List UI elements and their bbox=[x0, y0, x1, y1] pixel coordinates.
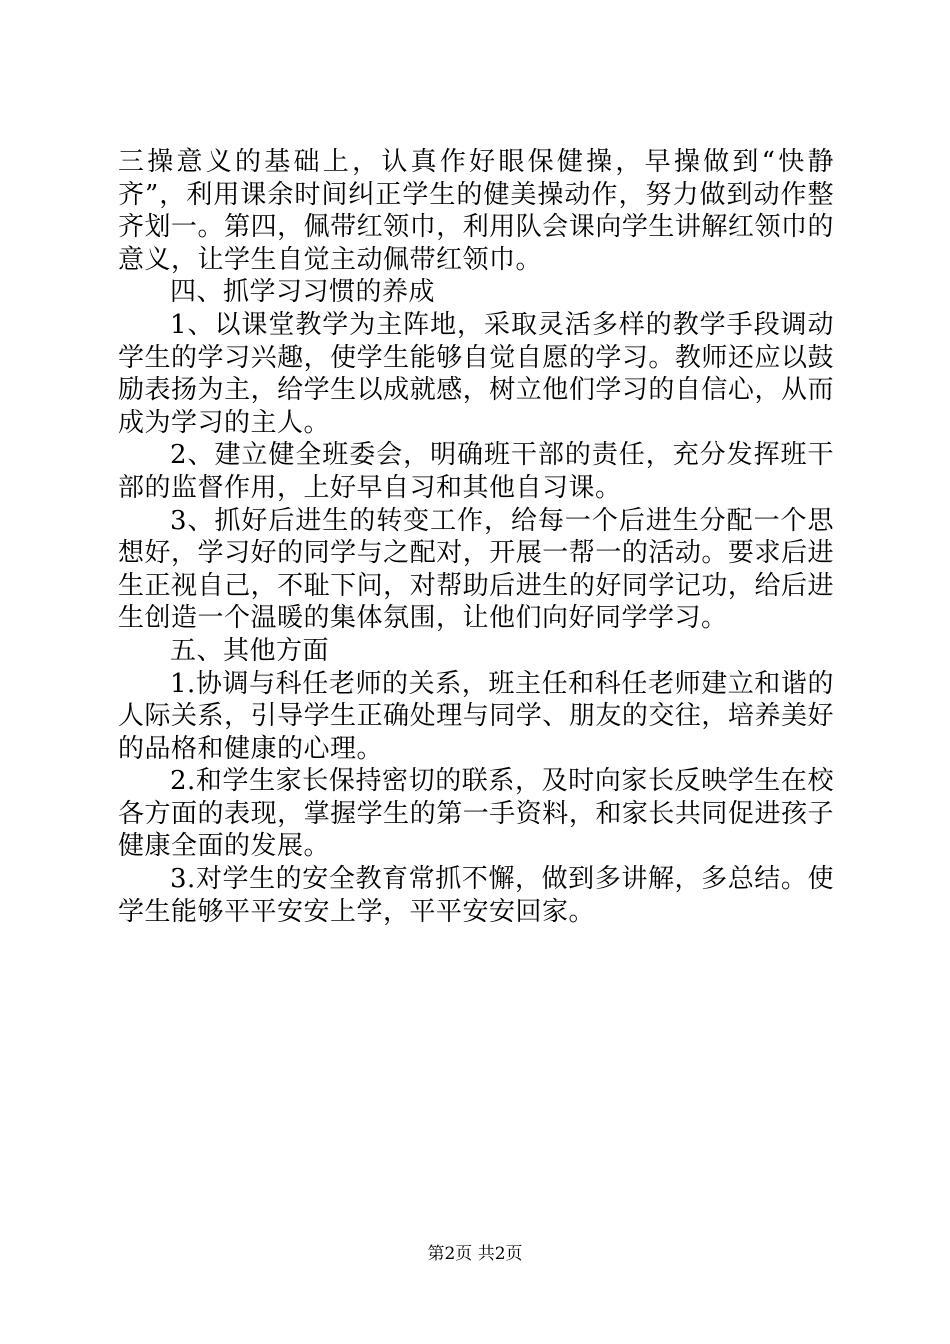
paragraph-other-3: 3.对学生的安全教育常抓不懈，做到多讲解，多总结。使学生能够平平安安上学，平平安安回家。 bbox=[118, 864, 834, 927]
paragraph-other-2: 2.和学生家长保持密切的联系，及时向家长反映学生在校各方面的表现，掌握学生的第一手资料，和家长共同促进孩子健康全面的发展。 bbox=[118, 766, 834, 862]
document-body bbox=[118, 146, 834, 928]
paragraph-study-2: 2、建立健全班委会，明确班干部的责任，充分发挥班干部的监督作用，上好早自习和其他自习课。 bbox=[118, 440, 834, 503]
paragraph-continuation: 三操意义的基础上，认真作好眼保健操，早操做到“快静齐”，利用课余时间纠正学生的健美操动作，努力做到动作整齐划一。第四，佩带红领巾，利用队会课向学生讲解红领巾的意义，让学生自觉主动佩带红领巾。 bbox=[118, 147, 834, 275]
paragraph-other-1: 1.协调与科任老师的关系，班主任和科任老师建立和谐的人际关系，引导学生正确处理与同学、朋友的交往，培养美好的品格和健康的心理。 bbox=[118, 668, 834, 764]
section-heading-other: 五、其他方面 bbox=[170, 635, 330, 666]
section-heading-study-habits: 四、抓学习习惯的养成 bbox=[170, 277, 436, 308]
paragraph-study-1: 1、以课堂教学为主阵地，采取灵活多样的教学手段调动学生的学习兴趣，使学生能够自觉自愿的学习。教师还应以鼓励表扬为主，给学生以成就感，树立他们学习的自信心，从而成为学习的主人。 bbox=[118, 309, 834, 438]
page-number-footer: 第2页 共2页 bbox=[427, 1244, 523, 1264]
paragraph-study-3: 3、抓好后进生的转变工作，给每一个后进生分配一个思想好，学习好的同学与之配对，开展一帮一的活动。要求后进生正视自己，不耻下问，对帮助后进生的好同学记功，给后进生创造一个温暖的集体氛围，让他们向好同学学习。 bbox=[118, 505, 834, 634]
